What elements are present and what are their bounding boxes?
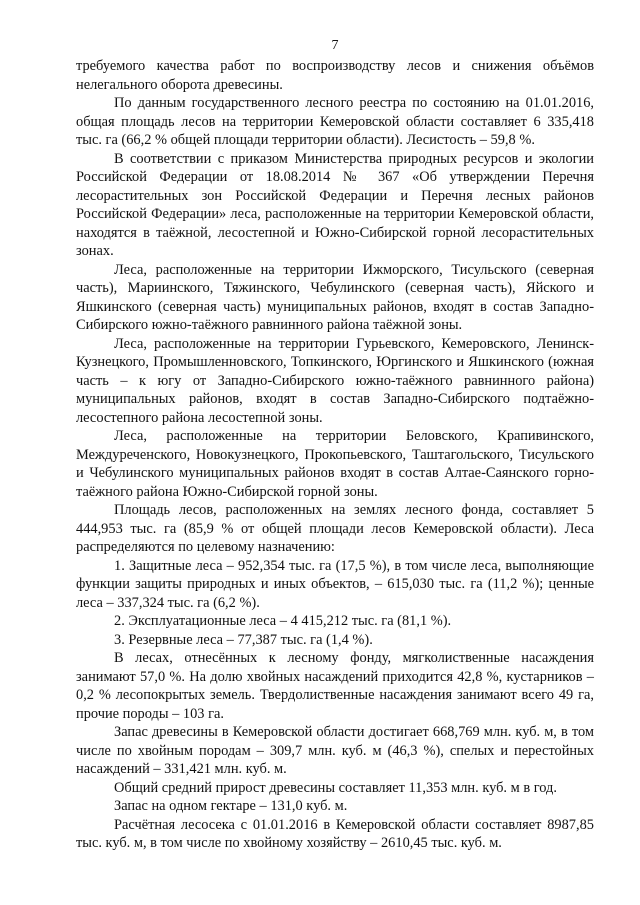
- paragraph-forest-fund-area: Площадь лесов, расположенных на землях лесного фонда, составляет 5 444,953 тыс. га (85,9 % от общей площади лесов Кемеровской области). Леса распределяются по целевому назначению:: [76, 502, 594, 555]
- list-item-reserve-forests: 3. Резервные леса – 77,387 тыс. га (1,4 %).: [114, 631, 373, 648]
- paragraph-forest-steppe-zone: Леса, расположенные на территории Гурьевского, Кемеровского, Ленинск-Кузнецкого, Промышленновского, Топкинского, Юргинского и Яшкинского (южная часть – к югу от Западно-Сибирского южно-таёжного равнинного района) муниципальных районов, входят в состав Западно-Сибирского подтаёжно-лесостепного района лесостепной зоны.: [76, 335, 594, 426]
- document-body: [76, 57, 594, 853]
- paragraph-continuation: требуемого качества работ по воспроизводству лесов и снижения объёмов нелегального оборота древесины.: [76, 58, 594, 93]
- paragraph-order-zones: В соответствии с приказом Министерства природных ресурсов и экологии Российской Федерации от 18.08.2014 № 367 «Об утверждении Перечня лесорастительных зон Российской Федерации и Перечня лесных районов Российской Федерации» леса, расположенные на территории Кемеровской области, находятся в таёжной, лесостепной и Южно-Сибирской горной лесорастительных зонах.: [76, 150, 594, 259]
- page-number: 7: [331, 38, 339, 53]
- paragraph-mountain-zone: Леса, расположенные на территории Беловского, Крапивинского, Междуреченского, Новокузнецкого, Прокопьевского, Таштагольского, Тисульского и Чебулинского муниципальных районов входят в состав Алтае-Саянского горно-таёжного района Южно-Сибирской горной зоны.: [76, 428, 594, 500]
- list-item-exploitation-forests: 2. Эксплуатационные леса – 4 415,212 тыс. га (81,1 %).: [114, 613, 452, 629]
- paragraph-timber-stock: Запас древесины в Кемеровской области достигает 668,769 млн. куб. м, в том числе по хвойным породам – 309,7 млн. куб. м (46,3 %), спелых и перестойных насаждений – 331,421 млн. куб. м.: [76, 724, 594, 777]
- paragraph-annual-growth: Общий средний прирост древесины составляет 11,353 млн. куб. м в год.: [114, 779, 557, 796]
- paragraph-species-composition: В лесах, отнесённых к лесному фонду, мягколиственные насаждения занимают 57,0 %. На долю хвойных насаждений приходится 42,8 %, кустарников – 0,2 % лесопокрытых земель. Твердолиственные насаждения занимают всего 49 га, прочие породы – 103 га.: [76, 650, 594, 722]
- paragraph-allowable-cut: Расчётная лесосека с 01.01.2016 в Кемеровской области составляет 8987,85 тыс. куб. м, в том числе по хвойному хозяйству – 2610,45 тыс. куб. м.: [76, 816, 594, 851]
- list-item-protective-forests: 1. Защитные леса – 952,354 тыс. га (17,5 %), в том числе леса, выполняющие функции защиты природных и иных объектов, – 615,030 тыс. га (11,2 %); ценные леса – 337,324 тыс. га (6,2 %).: [76, 557, 594, 611]
- paragraph-stock-per-hectare: Запас на одном гектаре – 131,0 куб. м.: [114, 798, 348, 814]
- paragraph-forest-area: По данным государственного лесного реестра по состоянию на 01.01.2016, общая площадь лесов на территории Кемеровской области составляет 6 335,418 тыс. га (66,2 % общей площади территории области). Лесистость – 59,8 %.: [76, 95, 594, 148]
- paragraph-taiga-zone: Леса, расположенные на территории Ижморского, Тисульского (северная часть), Мариинского, Тяжинского, Чебулинского (северная часть), Яйского и Яшкинского (северная часть) муниципальных районов, входят в состав Западно-Сибирского южно-таёжного равнинного района таёжной зоны.: [76, 261, 594, 333]
